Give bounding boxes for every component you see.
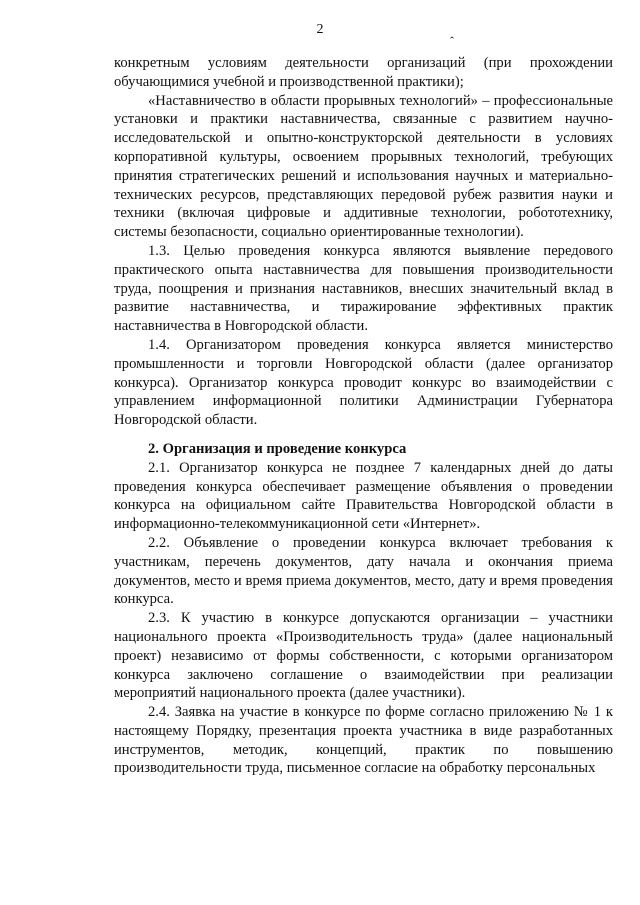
paragraph-1-3-goal: 1.3. Целью проведения конкурса являются выявление передового практического опыта наставничества для повышения производительности труда, поощрения и признания наставников, внесших значительный вклад в развитие наставничества, и тиражирование эффективных практик наставничества в Новгородской области. [114, 242, 613, 335]
document-body [114, 54, 613, 778]
paragraph-2-3: 2.3. К участию в конкурсе допускаются организации – участники национального проекта «Производительность труда» (далее национальный проект) независимо от формы собственности, с которыми организатором конкурса заключено соглашение о взаимодействии при реализации мероприятий национального проекта (далее участники). [114, 610, 613, 702]
paragraph-practice-continuation: конкретным условиям деятельности организаций (при прохождении обучающимися учебной и производственной практики); [114, 55, 613, 90]
paragraph-2-2: 2.2. Объявление о проведении конкурса включает требования к участникам, перечень документов, дату начала и окончания приема документов, место и время приема документов, место, дату и время проведения конкурса. [114, 534, 613, 608]
section-heading-2: 2. Организация и проведение конкурса [148, 440, 407, 457]
paragraph-breakthrough-tech-definition: «Наставничество в области прорывных технологий» – профессиональные установки и практики наставничества, связанные с развитием научно-исследовательской и опытно-конструкторской деятельности в условиях корпоративной культуры, освоением прорывных технологий, требующих принятия стратегических решений и использования научных и материально-технических ресурсов, представляющих передовой рубеж развития науки и техники (включая цифровые и аддитивные технологии, робототехнику, системы безопасности, социально ориентированные технологии). [114, 92, 613, 241]
stray-mark: ˆ [450, 34, 454, 48]
paragraph-2-1: 2.1. Организатор конкурса не позднее 7 календарных дней до даты проведения конкурса обеспечивает размещение объявления о проведении конкурса на официальном сайте Правительства Новгородской области в информационно-телекоммуникационной сети «Интернет». [114, 459, 613, 533]
paragraph-2-4: 2.4. Заявка на участие в конкурсе по форме согласно приложению № 1 к настоящему Порядку, презентация проекта участника в виде разработанных инструментов, методик, концепций, практик по повышению производительности труда, письменное согласие на обработку персональных [114, 704, 613, 777]
paragraph-1-4-organizer: 1.4. Организатором проведения конкурса является министерство промышленности и торговли Новгородской области (далее организатор конкурса). Организатор конкурса проводит конкурс во взаимодействии с управлением информационной политики Администрации Губернатора Новгородской области. [114, 336, 613, 429]
page-number: 2 [316, 22, 324, 37]
